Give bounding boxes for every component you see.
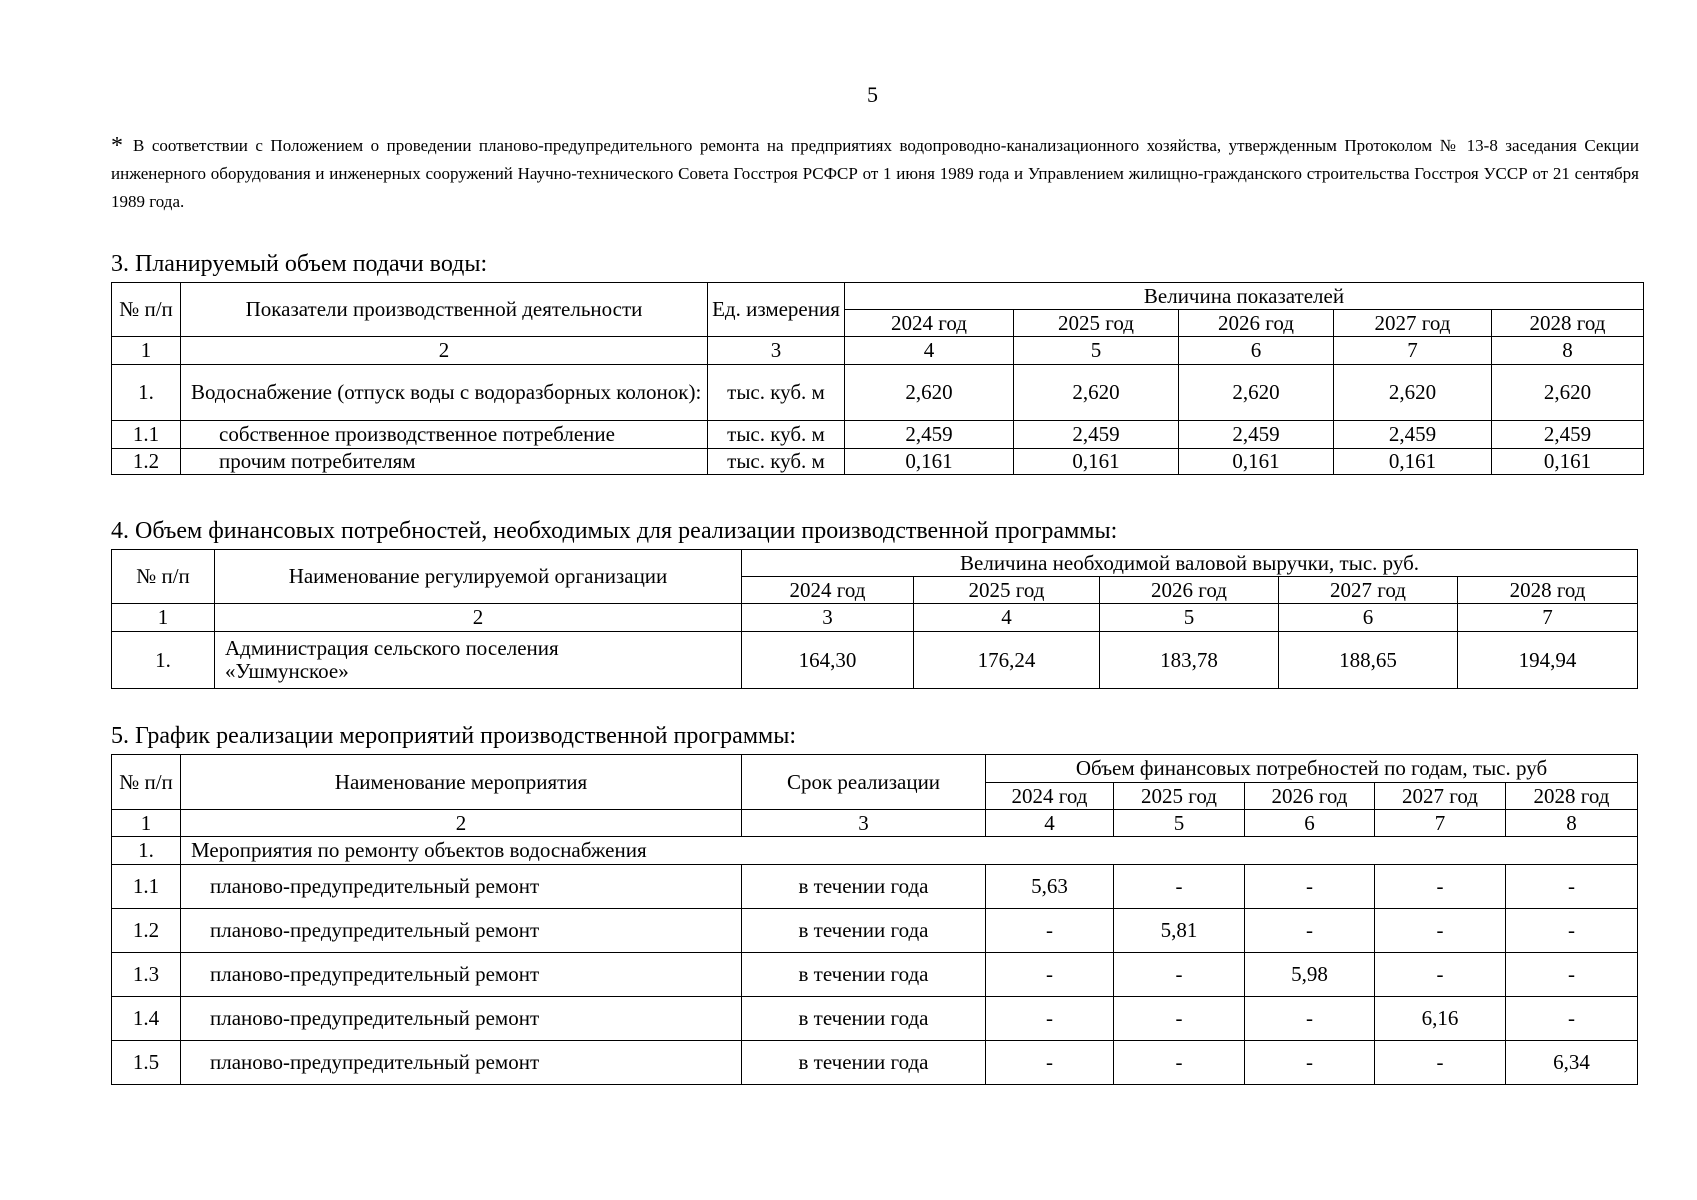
header-num: № п/п: [112, 755, 181, 810]
row-value: 0,161: [845, 449, 1014, 475]
row-value: -: [986, 909, 1114, 953]
row-value: -: [1375, 909, 1506, 953]
table-row: [112, 365, 1644, 421]
row-name: прочим потребителям: [181, 449, 708, 475]
row-value: 2,459: [845, 421, 1014, 449]
table-row: [112, 632, 1638, 689]
row-value: 188,65: [1279, 632, 1458, 689]
row-value: -: [1114, 865, 1245, 909]
row-value: -: [1506, 953, 1638, 997]
header-num: № п/п: [112, 550, 215, 604]
header-year: 2027 год: [1375, 783, 1506, 810]
col-number: 1: [112, 337, 181, 365]
row-value: 0,161: [1014, 449, 1179, 475]
header-year: 2026 год: [1179, 310, 1334, 337]
col-number: 4: [914, 604, 1100, 632]
section5-title: 5. График реализации мероприятий производственной программы:: [111, 723, 796, 749]
page-number: 5: [867, 82, 878, 107]
col-number: 2: [181, 810, 742, 837]
row-value: -: [1245, 997, 1375, 1041]
col-number: 1: [112, 604, 215, 632]
row-value: 164,30: [742, 632, 914, 689]
row-value: -: [1245, 909, 1375, 953]
table-row: [112, 953, 1638, 997]
row-value: 2,620: [1179, 365, 1334, 421]
row-value: -: [1114, 997, 1245, 1041]
water-supply-table: [111, 282, 1644, 475]
header-values: Величина показателей: [845, 283, 1644, 310]
header-num: № п/п: [112, 283, 181, 337]
col-number: 1: [112, 810, 181, 837]
col-number: 5: [1114, 810, 1245, 837]
row-value: -: [1245, 865, 1375, 909]
row-value: 2,620: [1334, 365, 1492, 421]
schedule-table: [111, 754, 1638, 1085]
header-year: 2026 год: [1100, 577, 1279, 604]
row-value: 2,620: [1492, 365, 1644, 421]
header-year: 2027 год: [1334, 310, 1492, 337]
row-name: планово-предупредительный ремонт: [181, 1041, 742, 1085]
col-number: 3: [708, 337, 845, 365]
row-value: -: [1114, 953, 1245, 997]
row-value: -: [986, 1041, 1114, 1085]
col-number: 2: [181, 337, 708, 365]
footnote-text: В соответствии с Положением о проведении планово-предупредительного ремонта на предприятиях водопроводно-канализационного хозяйства, утвержденным Протоколом № 13-8 заседания Секции инженерного оборудования и инженерных сооружений Научно-технического Совета Госстроя РСФСР от 1 июня 1989 года и Управлением жилищно-гражданского строительства Госстроя УССР от 21 сентября 1989 года.: [111, 136, 1639, 211]
col-number: 6: [1245, 810, 1375, 837]
org-name-line2: «Ушмунское»: [225, 659, 349, 683]
table-row: [112, 865, 1638, 909]
col-number: 3: [742, 810, 986, 837]
col-number: 3: [742, 604, 914, 632]
header-year: 2026 год: [1245, 783, 1375, 810]
row-value: -: [1506, 997, 1638, 1041]
row-value: 183,78: [1100, 632, 1279, 689]
row-value: -: [1375, 865, 1506, 909]
header-name: Наименование мероприятия: [181, 755, 742, 810]
row-value: 2,459: [1179, 421, 1334, 449]
row-value: 2,459: [1492, 421, 1644, 449]
row-value: -: [1114, 1041, 1245, 1085]
row-value: -: [986, 997, 1114, 1041]
row-value: -: [1506, 865, 1638, 909]
col-number: 6: [1179, 337, 1334, 365]
table-row: [112, 449, 1644, 475]
header-year: 2024 год: [742, 577, 914, 604]
row-value: 2,620: [845, 365, 1014, 421]
row-name: планово-предупредительный ремонт: [181, 953, 742, 997]
header-unit: Ед. измерения: [708, 283, 845, 337]
row-value: 5,81: [1114, 909, 1245, 953]
col-number: 5: [1014, 337, 1179, 365]
row-num: 1.1: [112, 865, 181, 909]
row-value: 176,24: [914, 632, 1100, 689]
header-year: 2025 год: [914, 577, 1100, 604]
row-num: 1.4: [112, 997, 181, 1041]
section3-title: 3. Планируемый объем подачи воды:: [111, 251, 488, 277]
row-num: 1.: [112, 365, 181, 421]
header-year: 2027 год: [1279, 577, 1458, 604]
table-row: [112, 421, 1644, 449]
row-value: 0,161: [1492, 449, 1644, 475]
row-value: 194,94: [1458, 632, 1638, 689]
header-year: 2028 год: [1506, 783, 1638, 810]
row-name: планово-предупредительный ремонт: [181, 909, 742, 953]
row-value: 6,16: [1375, 997, 1506, 1041]
row-name: планово-предупредительный ремонт: [181, 865, 742, 909]
col-number: 4: [845, 337, 1014, 365]
row-term: в течении года: [742, 1041, 986, 1085]
financial-needs-table: [111, 549, 1638, 689]
header-values: Объем финансовых потребностей по годам, тыс. руб: [986, 755, 1638, 783]
row-unit: тыс. куб. м: [708, 365, 845, 421]
table-row: [112, 909, 1638, 953]
row-value: 2,620: [1014, 365, 1179, 421]
col-number: 8: [1492, 337, 1644, 365]
header-year: 2025 год: [1014, 310, 1179, 337]
row-value: 6,34: [1506, 1041, 1638, 1085]
org-name-line1: Администрация сельского поселения: [225, 636, 559, 660]
row-num: 1.3: [112, 953, 181, 997]
header-year: 2024 год: [845, 310, 1014, 337]
row-num: 1.2: [112, 909, 181, 953]
row-value: 2,459: [1014, 421, 1179, 449]
row-num: 1.: [112, 632, 215, 689]
row-term: в течении года: [742, 865, 986, 909]
col-number: 7: [1334, 337, 1492, 365]
row-term: в течении года: [742, 997, 986, 1041]
header-year: 2028 год: [1492, 310, 1644, 337]
col-number: 2: [215, 604, 742, 632]
row-value: 5,98: [1245, 953, 1375, 997]
header-term: Срок реализации: [742, 755, 986, 810]
col-number: 7: [1458, 604, 1638, 632]
row-value: 0,161: [1179, 449, 1334, 475]
row-term: в течении года: [742, 953, 986, 997]
row-value: -: [1375, 953, 1506, 997]
row-name: планово-предупредительный ремонт: [181, 997, 742, 1041]
row-value: 0,161: [1334, 449, 1492, 475]
col-number: 8: [1506, 810, 1638, 837]
row-name: [215, 632, 742, 689]
row-num: 1.2: [112, 449, 181, 475]
col-number: 6: [1279, 604, 1458, 632]
table-row: [112, 997, 1638, 1041]
header-year: 2025 год: [1114, 783, 1245, 810]
row-value: 2,459: [1334, 421, 1492, 449]
group-row: [112, 837, 1638, 865]
row-term: в течении года: [742, 909, 986, 953]
group-name: Мероприятия по ремонту объектов водоснабжения: [181, 837, 1638, 865]
row-value: -: [1245, 1041, 1375, 1085]
row-num: 1.1: [112, 421, 181, 449]
header-values: Величина необходимой валовой выручки, тыс. руб.: [742, 550, 1638, 577]
header-indicator: Показатели производственной деятельности: [181, 283, 708, 337]
section4-title: 4. Объем финансовых потребностей, необходимых для реализации производственной программы:: [111, 518, 1118, 544]
row-value: -: [986, 953, 1114, 997]
row-value: -: [1506, 909, 1638, 953]
footnote-star: *: [111, 133, 123, 159]
header-org: Наименование регулируемой организации: [215, 550, 742, 604]
header-year: 2028 год: [1458, 577, 1638, 604]
col-number: 7: [1375, 810, 1506, 837]
row-name: Водоснабжение (отпуск воды с водоразборных колонок):: [181, 365, 708, 421]
col-number: 5: [1100, 604, 1279, 632]
footnote: [111, 132, 1639, 216]
row-num: 1.5: [112, 1041, 181, 1085]
group-num: 1.: [112, 837, 181, 865]
row-name: собственное производственное потребление: [181, 421, 708, 449]
col-number: 4: [986, 810, 1114, 837]
row-value: 5,63: [986, 865, 1114, 909]
header-year: 2024 год: [986, 783, 1114, 810]
row-unit: тыс. куб. м: [708, 449, 845, 475]
row-value: -: [1375, 1041, 1506, 1085]
table-row: [112, 1041, 1638, 1085]
row-unit: тыс. куб. м: [708, 421, 845, 449]
